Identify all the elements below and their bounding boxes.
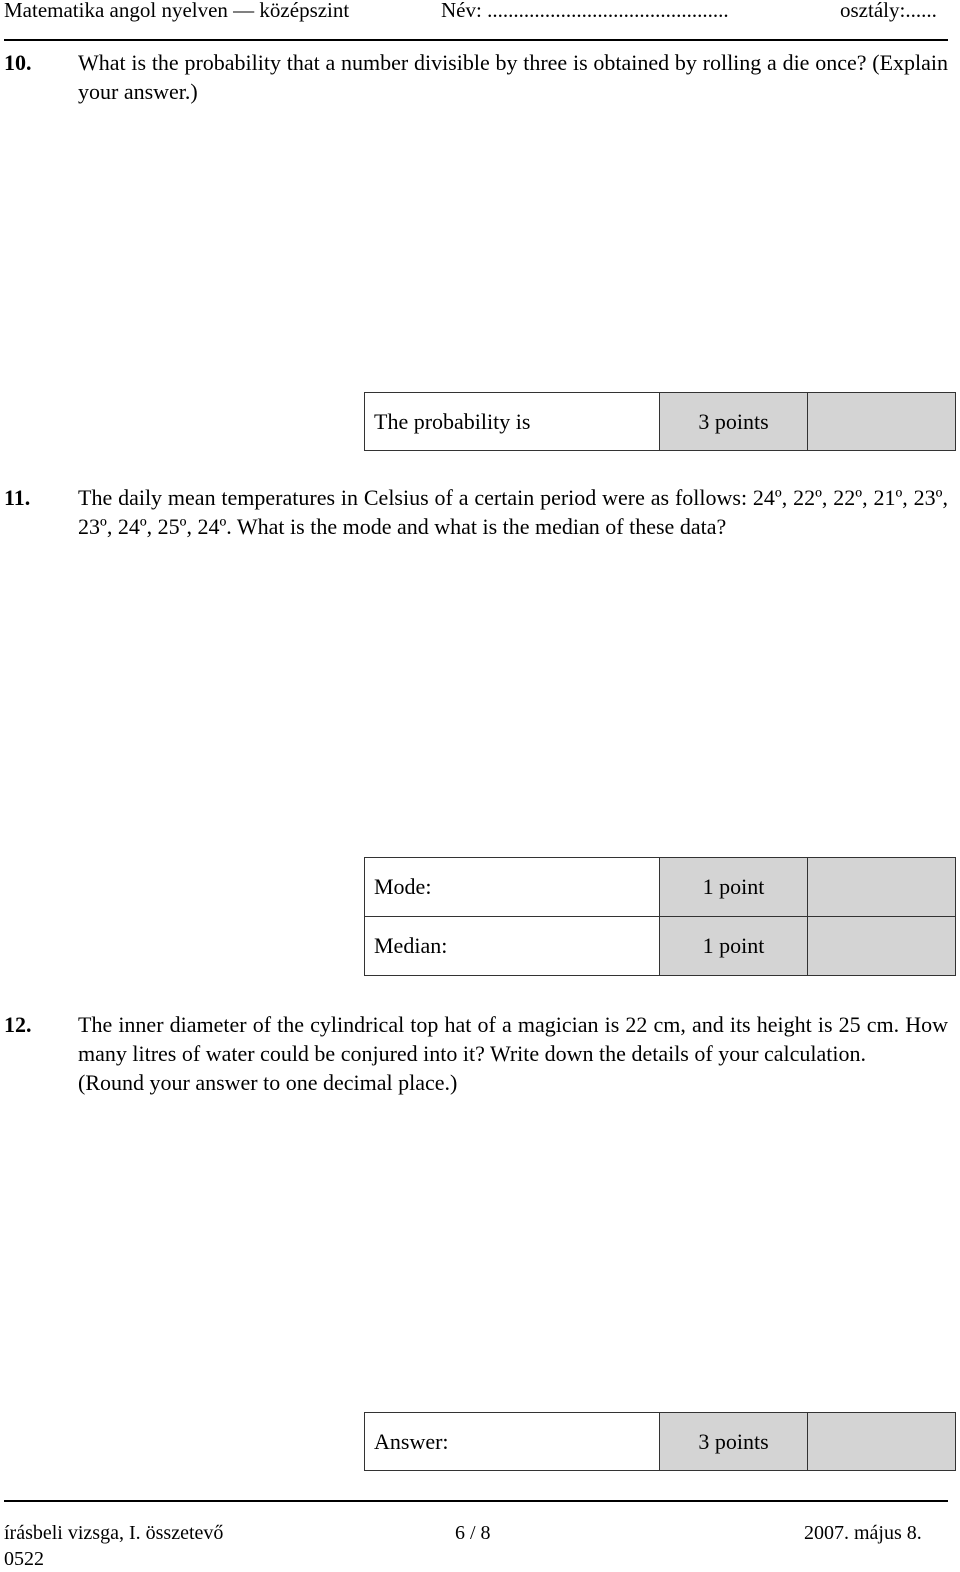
- score-entry-box[interactable]: [808, 1413, 956, 1471]
- question-12-number: 12.: [4, 1012, 32, 1037]
- footer-rule: [4, 1500, 948, 1502]
- score-entry-box[interactable]: [808, 393, 956, 451]
- points-value: 1 point: [660, 917, 808, 976]
- footer-page-number: 6 / 8: [455, 1522, 491, 1544]
- score-row: [365, 917, 956, 976]
- score-entry-box[interactable]: [808, 858, 956, 917]
- score-entry-box[interactable]: [808, 917, 956, 976]
- footer-date: 2007. május 8.: [804, 1522, 922, 1544]
- header-rule: [4, 39, 948, 41]
- question-11-text: [78, 483, 948, 541]
- question-10-score-table: [364, 392, 956, 451]
- question-11-score-table: [364, 857, 956, 976]
- question-11-line: The daily mean temperatures in Celsius of a certain period were as follows: 24º, 22º, 22º, 21º, 23º, 23º, 24º, 25º, 24º. What is the mode and what is the median of these data?: [78, 485, 948, 539]
- question-10-number: 10.: [4, 50, 32, 75]
- points-value: 3 points: [660, 1413, 808, 1471]
- score-row: [365, 393, 956, 451]
- footer-exam: írásbeli vizsga, I. összetevő: [4, 1522, 224, 1544]
- median-label: Median:: [365, 917, 660, 976]
- probability-label: The probability is: [365, 393, 660, 451]
- points-value: 1 point: [660, 858, 808, 917]
- header-subject: Matematika angol nyelven — középszint: [4, 0, 350, 22]
- question-12-text: [78, 1010, 948, 1097]
- header-name-field: Név: ..............................................: [441, 0, 729, 22]
- points-value: 3 points: [660, 393, 808, 451]
- question-11-number: 11.: [4, 485, 31, 510]
- footer-code: 0522: [4, 1548, 44, 1570]
- mode-label: Mode:: [365, 858, 660, 917]
- question-12-line: (Round your answer to one decimal place.): [78, 1070, 458, 1095]
- score-row: [365, 1413, 956, 1471]
- answer-label: Answer:: [365, 1413, 660, 1471]
- score-row: [365, 858, 956, 917]
- question-12-score-table: [364, 1412, 956, 1471]
- question-12-line: The inner diameter of the cylindrical top hat of a magician is 22 cm, and its height is 25 cm. How many litres of water could be conjured into it? Write down the details of your calculation.: [78, 1012, 948, 1066]
- question-10-line: What is the probability that a number divisible by three is obtained by rolling a die once? (Explain your answer.): [78, 50, 948, 104]
- header-class-field: osztály:......: [840, 0, 937, 22]
- question-10-text: [78, 48, 948, 106]
